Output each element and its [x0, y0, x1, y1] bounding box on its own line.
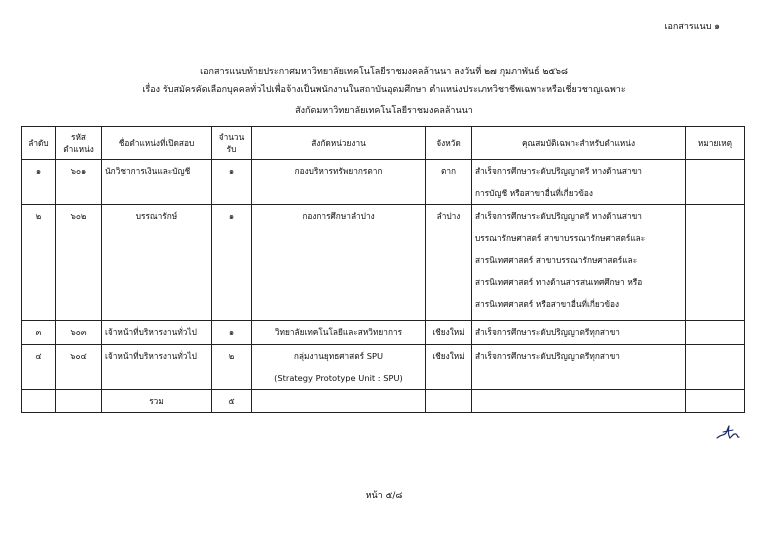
qualification-line: สารนิเทศศาสตร์ ทางด้านสารสนเทศศึกษา หรือ [475, 277, 643, 287]
qualification-line: บรรณารักษศาสตร์ สาขาบรรณารักษศาสตร์และ [475, 233, 646, 243]
cell-seq: ๔ [22, 345, 56, 390]
header-province: จังหวัด [426, 127, 472, 160]
total-label: รวม [102, 390, 212, 413]
positions-table [21, 126, 745, 413]
page-number: หน้า ๕/๘ [365, 491, 403, 501]
cell-qty: ๒ [212, 345, 252, 390]
document-attachment-tag: เอกสารแนบ ๑ [664, 22, 720, 32]
unit-line: (Strategy Prototype Unit : SPU) [274, 373, 403, 383]
table-row [22, 345, 745, 390]
announcement-affiliation: สังกัดมหาวิทยาลัยเทคโนโลยีราชมงคลล้านนา [295, 106, 473, 116]
cell-position: เจ้าหน้าที่บริหารงานทั่วไป [102, 321, 212, 345]
cell-empty [426, 390, 472, 413]
cell-position: บรรณารักษ์ [102, 205, 212, 321]
handwritten-signature [715, 424, 741, 442]
header-qualification: คุณสมบัติเฉพาะสำหรับตำแหน่ง [472, 127, 686, 160]
cell-unit [252, 345, 426, 390]
cell-remark [686, 205, 745, 321]
cell-empty [472, 390, 686, 413]
cell-position: นักวิชาการเงินและบัญชี [102, 160, 212, 205]
cell-qty: ๑ [212, 205, 252, 321]
cell-qualification [472, 321, 686, 345]
table-header-row [22, 127, 745, 160]
cell-empty [686, 390, 745, 413]
cell-province: เชียงใหม่ [426, 345, 472, 390]
table-row [22, 160, 745, 205]
qualification-line: สำเร็จการศึกษาระดับปริญญาตรี ทางด้านสาขา [475, 211, 642, 221]
cell-province: ลำปาง [426, 205, 472, 321]
qualification-line: สารนิเทศศาสตร์ สาขาบรรณารักษศาสตร์และ [475, 255, 638, 265]
cell-qualification [472, 205, 686, 321]
cell-remark [686, 160, 745, 205]
cell-seq: ๓ [22, 321, 56, 345]
cell-empty [22, 390, 56, 413]
cell-qualification [472, 345, 686, 390]
table-row [22, 321, 745, 345]
cell-qty: ๑ [212, 321, 252, 345]
cell-qualification [472, 160, 686, 205]
cell-remark [686, 345, 745, 390]
announcement-title: เอกสารแนบท้ายประกาศมหาวิทยาลัยเทคโนโลยีราชมงคลล้านนา ลงวันที่ ๒๗ กุมภาพันธ์ ๒๕๖๘ [200, 67, 568, 77]
qualification-line: สำเร็จการศึกษาระดับปริญญาตรีทุกสาขา [475, 351, 620, 361]
header-code-line2: ตำแหน่ง [63, 144, 94, 154]
header-qty [212, 127, 252, 160]
unit-line: กองบริหารทรัพยากรตาก [294, 166, 383, 176]
cell-remark [686, 321, 745, 345]
cell-province: เชียงใหม่ [426, 321, 472, 345]
table-total-row [22, 390, 745, 413]
unit-line: กองการศึกษาลำปาง [302, 211, 375, 221]
cell-qty: ๑ [212, 160, 252, 205]
cell-position: เจ้าหน้าที่บริหารงานทั่วไป [102, 345, 212, 390]
cell-code: ๖๐๒ [56, 205, 102, 321]
header-seq: ลำดับ [22, 127, 56, 160]
qualification-line: สำเร็จการศึกษาระดับปริญญาตรี ทางด้านสาขา [475, 166, 642, 176]
header-qty-line1: จำนวน [218, 132, 245, 142]
unit-line: กลุ่มงานยุทธศาสตร์ SPU [293, 351, 384, 361]
cell-unit [252, 160, 426, 205]
qualification-line: การบัญชี หรือสาขาอื่นที่เกี่ยวข้อง [475, 188, 593, 198]
cell-code: ๖๐๔ [56, 345, 102, 390]
cell-empty [252, 390, 426, 413]
header-unit: สังกัดหน่วยงาน [252, 127, 426, 160]
cell-empty [56, 390, 102, 413]
qualification-line: สารนิเทศศาสตร์ หรือสาขาอื่นที่เกี่ยวข้อง [475, 299, 620, 309]
cell-province: ตาก [426, 160, 472, 205]
cell-unit [252, 321, 426, 345]
cell-code: ๖๐๑ [56, 160, 102, 205]
cell-seq: ๑ [22, 160, 56, 205]
unit-line: วิทยาลัยเทคโนโลยีและสหวิทยาการ [274, 327, 403, 337]
header-qty-line2: รับ [226, 144, 237, 154]
cell-code: ๖๐๓ [56, 321, 102, 345]
announcement-subject: เรื่อง รับสมัครคัดเลือกบุคคลทั่วไปเพื่อจ้างเป็นพนักงานในสถาบันอุดมศึกษา ตำแหน่งประเภทวิชาชีพเฉพาะหรือเชี่ยวชาญเฉพาะ [142, 85, 626, 95]
cell-unit [252, 205, 426, 321]
header-position: ชื่อตำแหน่งที่เปิดสอบ [102, 127, 212, 160]
total-qty: ๕ [212, 390, 252, 413]
cell-seq: ๒ [22, 205, 56, 321]
qualification-line: สำเร็จการศึกษาระดับปริญญาตรีทุกสาขา [475, 327, 620, 337]
header-remark: หมายเหตุ [686, 127, 745, 160]
table-row [22, 205, 745, 321]
header-code [56, 127, 102, 160]
header-code-line1: รหัส [71, 132, 86, 142]
